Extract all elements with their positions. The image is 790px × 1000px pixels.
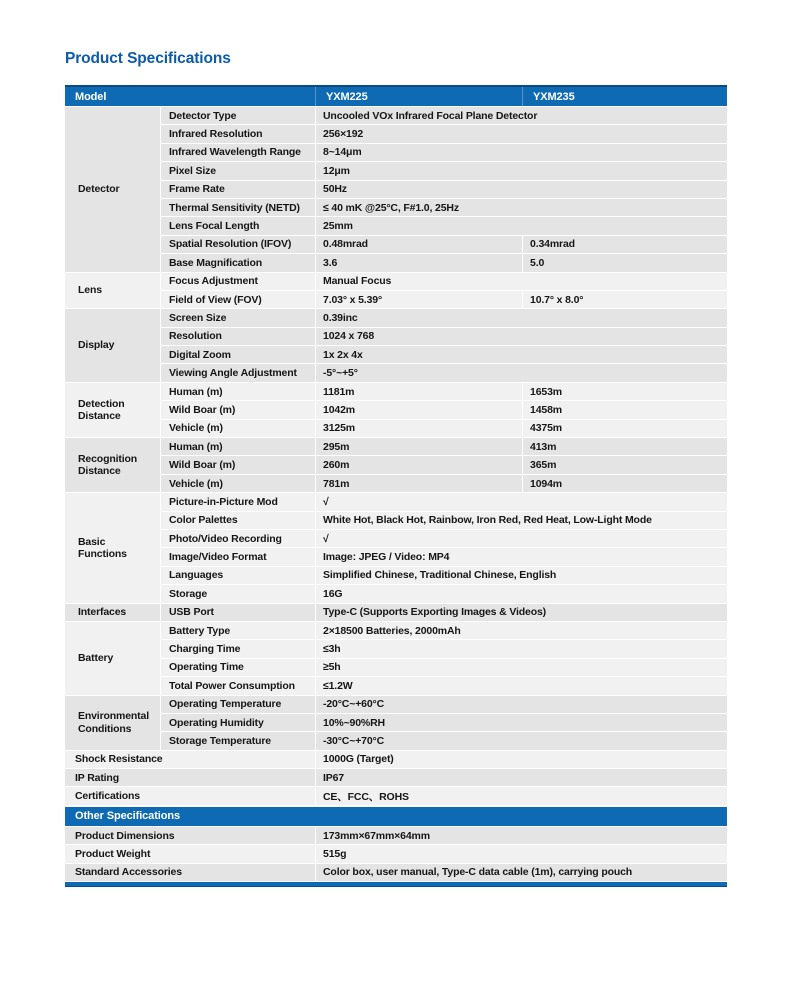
spec-value-yxm235: 413m: [523, 438, 727, 455]
spec-value-yxm225: 0.48mrad: [316, 236, 522, 253]
spec-label: Charging Time: [161, 640, 315, 657]
spec-section: [65, 493, 727, 602]
spec-label: Storage Temperature: [161, 732, 315, 749]
spec-section: [65, 769, 727, 786]
category-label: Interfaces: [65, 604, 160, 621]
spec-label: Total Power Consumption: [161, 677, 315, 694]
spec-table: [65, 85, 727, 805]
spec-value-yxm235: 4375m: [523, 420, 727, 437]
spec-value-yxm225: 3125m: [316, 420, 522, 437]
category-label: Display: [65, 309, 160, 382]
spec-value: 16G: [316, 585, 727, 602]
spec-value: 515g: [316, 845, 727, 862]
yxm235-column-header: YXM235: [523, 87, 727, 106]
spec-label: Base Magnification: [161, 254, 315, 271]
spec-value: 2×18500 Batteries, 2000mAh: [316, 622, 727, 639]
other-spec-row: [65, 864, 727, 881]
spec-label: Product Weight: [65, 845, 315, 862]
spec-value: 1x 2x 4x: [316, 346, 727, 363]
spec-label: Operating Temperature: [161, 696, 315, 713]
spec-value-yxm235: 0.34mrad: [523, 236, 727, 253]
other-specs-table: [65, 807, 727, 881]
spec-value-yxm225: 1042m: [316, 401, 522, 418]
spec-value-yxm235: 1094m: [523, 475, 727, 492]
spec-value: 50Hz: [316, 181, 727, 198]
spec-section: [65, 273, 727, 309]
spec-value: CE、FCC、ROHS: [316, 787, 727, 804]
spec-label: Wild Boar (m): [161, 456, 315, 473]
spec-value-yxm225: 781m: [316, 475, 522, 492]
spec-value: ≤1.2W: [316, 677, 727, 694]
other-spec-row: [65, 827, 727, 844]
spec-section: [65, 622, 727, 695]
yxm225-column-header: YXM225: [316, 87, 522, 106]
spec-value-yxm225: 295m: [316, 438, 522, 455]
spec-value-yxm235: 1653m: [523, 383, 727, 400]
spec-label: Standard Accessories: [65, 864, 315, 881]
spec-value-yxm235: 1458m: [523, 401, 727, 418]
spec-value: 0.39inc: [316, 309, 727, 326]
spec-label: Human (m): [161, 383, 315, 400]
spec-value-yxm225: 3.6: [316, 254, 522, 271]
spec-label: Spatial Resolution (IFOV): [161, 236, 315, 253]
spec-value: -20°C~+60°C: [316, 696, 727, 713]
spec-label: Picture-in-Picture Mod: [161, 493, 315, 510]
spec-label: Frame Rate: [161, 181, 315, 198]
table-bottom-border: [65, 882, 727, 887]
spec-value: 12μm: [316, 162, 727, 179]
spec-label: Battery Type: [161, 622, 315, 639]
page-title: Product Specifications: [65, 50, 231, 67]
spec-label: Image/Video Format: [161, 548, 315, 565]
spec-label: Languages: [161, 567, 315, 584]
spec-value-yxm225: 260m: [316, 456, 522, 473]
spec-label: Human (m): [161, 438, 315, 455]
spec-label: Operating Time: [161, 659, 315, 676]
spec-label: Vehicle (m): [161, 475, 315, 492]
spec-table-header-row: [65, 87, 727, 106]
category-label: Detection Distance: [65, 383, 160, 437]
spec-value: √: [316, 530, 727, 547]
spec-label: Digital Zoom: [161, 346, 315, 363]
spec-value-yxm235: 5.0: [523, 254, 727, 271]
spec-label: Operating Humidity: [161, 714, 315, 731]
spec-section: [65, 438, 727, 492]
spec-label: Pixel Size: [161, 162, 315, 179]
spec-label: Detector Type: [161, 107, 315, 124]
spec-value: √: [316, 493, 727, 510]
spec-label: Lens Focal Length: [161, 217, 315, 234]
spec-label: Resolution: [161, 328, 315, 345]
spec-label: USB Port: [161, 604, 315, 621]
spec-label: IP Rating: [65, 769, 315, 786]
category-label: Lens: [65, 273, 160, 309]
model-header: Model: [65, 87, 315, 106]
spec-value: Uncooled VOx Infrared Focal Plane Detector: [316, 107, 727, 124]
spec-value: Color box, user manual, Type-C data cable (1m), carrying pouch: [316, 864, 727, 881]
spec-value: 25mm: [316, 217, 727, 234]
other-specs-body: [65, 827, 727, 881]
spec-value: -30°C~+70°C: [316, 732, 727, 749]
spec-value: Type-C (Supports Exporting Images & Videos): [316, 604, 727, 621]
spec-value: 173mm×67mm×64mm: [316, 827, 727, 844]
spec-label: Field of View (FOV): [161, 291, 315, 308]
spec-section: [65, 383, 727, 437]
spec-table-body: [65, 107, 727, 805]
spec-value: IP67: [316, 769, 727, 786]
spec-value-yxm235: 365m: [523, 456, 727, 473]
spec-section: [65, 309, 727, 382]
spec-value: 256×192: [316, 125, 727, 142]
spec-label: Storage: [161, 585, 315, 602]
spec-value: 8~14μm: [316, 144, 727, 161]
spec-section: [65, 696, 727, 750]
spec-label: Infrared Resolution: [161, 125, 315, 142]
other-specs-title: Other Specifications: [65, 807, 727, 826]
spec-value: 10%~90%RH: [316, 714, 727, 731]
spec-label: Photo/Video Recording: [161, 530, 315, 547]
spec-section: [65, 751, 727, 768]
spec-label: Certifications: [65, 787, 315, 804]
spec-value: ≤ 40 mK @25°C, F#1.0, 25Hz: [316, 199, 727, 216]
spec-value: -5°~+5°: [316, 364, 727, 381]
spec-label: Shock Resistance: [65, 751, 315, 768]
category-label: Battery: [65, 622, 160, 695]
spec-label: Thermal Sensitivity (NETD): [161, 199, 315, 216]
spec-value: White Hot, Black Hot, Rainbow, Iron Red, Red Heat, Low-Light Mode: [316, 512, 727, 529]
spec-section: [65, 604, 727, 621]
spec-value: Image: JPEG / Video: MP4: [316, 548, 727, 565]
spec-label: Infrared Wavelength Range: [161, 144, 315, 161]
spec-value: 1024 x 768: [316, 328, 727, 345]
spec-value: 1000G (Target): [316, 751, 727, 768]
spec-label: Vehicle (m): [161, 420, 315, 437]
category-label: Environmental Conditions: [65, 696, 160, 750]
spec-value-yxm225: 1181m: [316, 383, 522, 400]
spec-value: ≥5h: [316, 659, 727, 676]
category-label: Recognition Distance: [65, 438, 160, 492]
spec-value-yxm235: 10.7° x 8.0°: [523, 291, 727, 308]
category-label: Detector: [65, 107, 160, 272]
spec-label: Color Palettes: [161, 512, 315, 529]
spec-section: [65, 787, 727, 804]
spec-label: Focus Adjustment: [161, 273, 315, 290]
spec-value-yxm225: 7.03° x 5.39°: [316, 291, 522, 308]
spec-value: Manual Focus: [316, 273, 727, 290]
spec-label: Screen Size: [161, 309, 315, 326]
spec-value: Simplified Chinese, Traditional Chinese, English: [316, 567, 727, 584]
spec-value: ≤3h: [316, 640, 727, 657]
other-spec-row: [65, 845, 727, 862]
spec-label: Wild Boar (m): [161, 401, 315, 418]
spec-label: Viewing Angle Adjustment: [161, 364, 315, 381]
spec-section: [65, 107, 727, 272]
category-label: Basic Functions: [65, 493, 160, 602]
spec-label: Product Dimensions: [65, 827, 315, 844]
